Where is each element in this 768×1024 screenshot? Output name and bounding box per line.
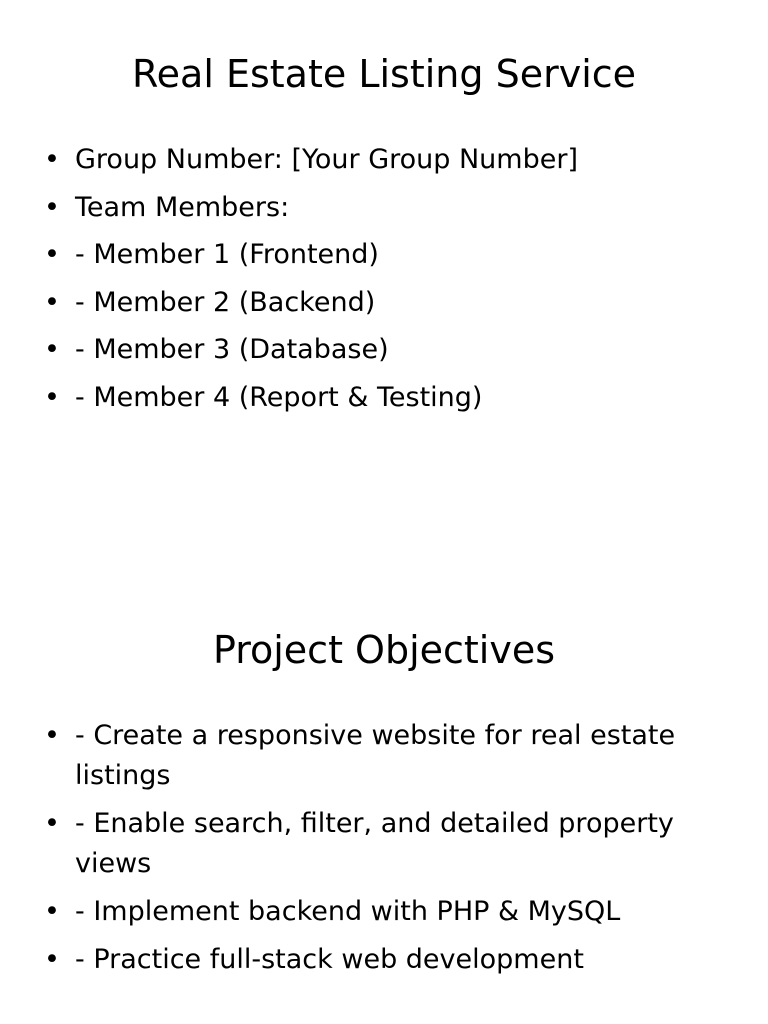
bullet-icon: • xyxy=(44,191,60,223)
slide-2 xyxy=(0,576,768,1024)
bullet-text: - Enable search, filter, and detailed property views xyxy=(75,808,674,879)
list-item xyxy=(40,378,720,418)
bullet-text: Group Number: [Your Group Number] xyxy=(75,144,578,175)
list-item xyxy=(40,188,720,228)
slide-title: Project Objectives xyxy=(212,628,556,672)
bullet-icon: • xyxy=(44,808,60,839)
bullet-icon: • xyxy=(44,334,60,365)
list-item xyxy=(40,804,720,884)
bullet-icon: • xyxy=(44,381,60,413)
bullet-icon: • xyxy=(44,239,60,270)
bullet-icon: • xyxy=(44,144,60,175)
slide-title: Real Estate Listing Service xyxy=(131,52,637,96)
list-item xyxy=(40,140,720,180)
bullet-icon: • xyxy=(44,944,60,975)
list-item xyxy=(40,940,720,980)
bullet-text: - Member 4 (Report & Testing) xyxy=(75,381,483,413)
bullet-text: - Member 2 (Backend) xyxy=(75,286,376,318)
list-item xyxy=(40,716,720,796)
bullet-icon: • xyxy=(44,720,60,751)
bullet-text: - Implement backend with PHP & MySQL xyxy=(75,896,621,927)
bullet-text: - Create a responsive website for real estate listings xyxy=(75,720,676,791)
bullet-text: - Member 1 (Frontend) xyxy=(75,239,379,270)
bullet-list xyxy=(40,716,720,988)
list-item xyxy=(40,235,720,275)
bullet-list xyxy=(40,140,720,425)
bullet-text: - Member 3 (Database) xyxy=(75,334,389,365)
bullet-text: Team Members: xyxy=(75,191,290,223)
list-item xyxy=(40,283,720,323)
bullet-icon: • xyxy=(44,286,60,318)
list-item xyxy=(40,330,720,370)
bullet-icon: • xyxy=(44,896,60,927)
bullet-text: - Practice full-stack web development xyxy=(75,944,584,975)
list-item xyxy=(40,892,720,932)
